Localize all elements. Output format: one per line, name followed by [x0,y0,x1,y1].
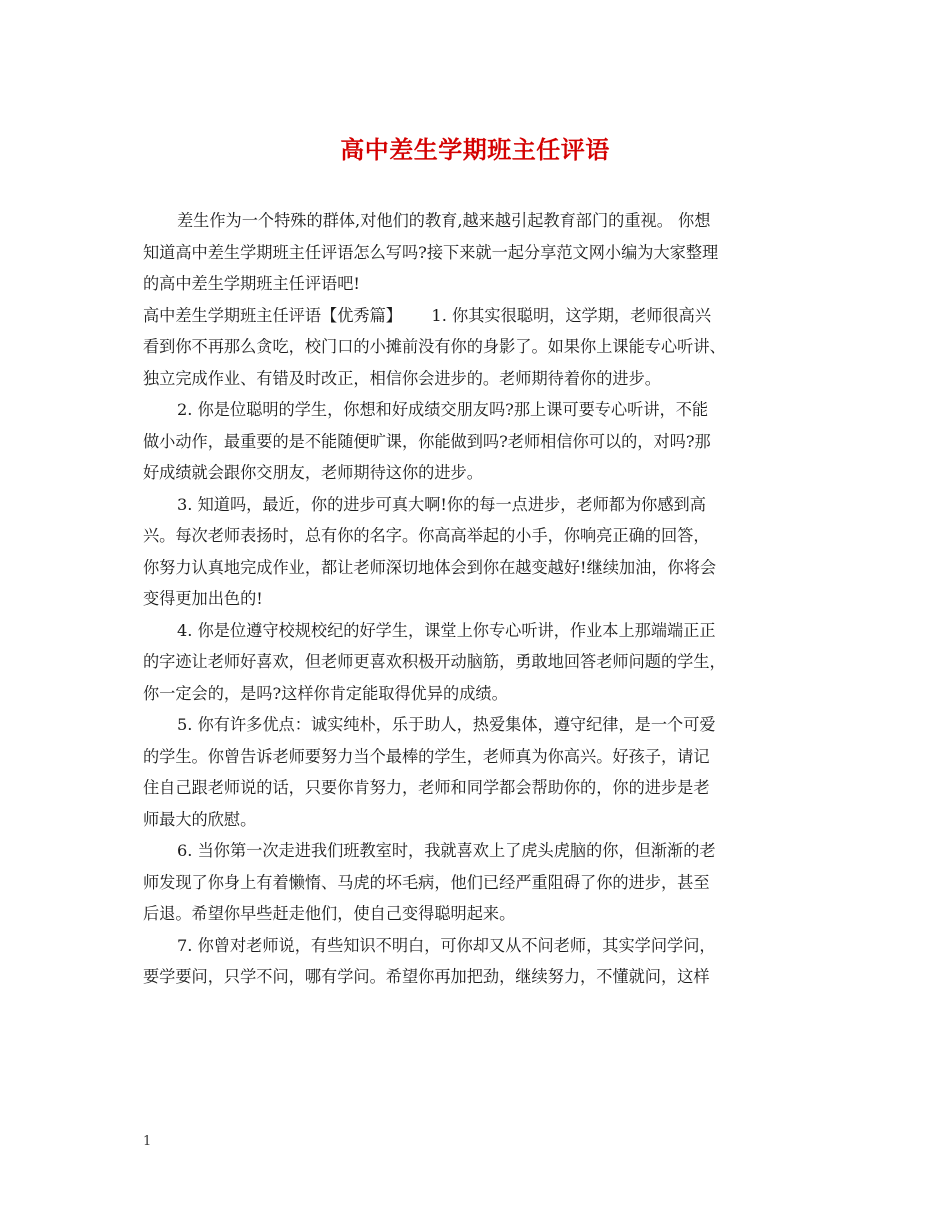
text-line: 4. 你是位遵守校规校纪的好学生，课堂上你专心听讲，作业本上那端端正正 [177,620,716,640]
text-line: 7. 你曾对老师说，有些知识不明白，可你却又从不问老师，其实学问学问， [177,935,716,955]
text-line: 差生作为一个特殊的群体,对他们的教育,越来越引起教育部门的重视。 你想 [177,211,711,230]
text-line: 师最大的欣慰。 [143,809,257,829]
text-line: 你一定会的，是吗?这样你肯定能取得优异的成绩。 [143,683,508,703]
text-line: 师发现了你身上有着懒惰、马虎的坏毛病，他们已经严重阻碍了你的进步，甚至 [143,872,710,892]
text-line: 3. 知道吗，最近，你的进步可真大啊!你的每一点进步，老师都为你感到高 [177,494,706,514]
text-line: 的高中差生学期班主任评语吧! [143,274,360,293]
text-line: 兴。每次老师表扬时，总有你的名字。你高高举起的小手，你响亮正确的回答， [143,526,710,545]
text-line: 的学生。你曾告诉老师要努力当个最棒的学生，老师真为你高兴。好孩子，请记 [143,746,710,766]
text-line: 2. 你是位聪明的学生，你想和好成绩交朋友吗?那上课可要专心听讲，不能 [177,400,709,419]
text-line: 6. 当你第一次走进我们班教室时，我就喜欢上了虎头虎脑的你，但渐渐的老 [177,841,716,860]
text-line: 住自己跟老师说的话，只要你肯努力，老师和同学都会帮助你的，你的进步是老 [143,778,710,797]
text-line: 好成绩就会跟你交朋友，老师期待这你的进步。 [143,463,483,482]
text-line: 知道高中差生学期班主任评语怎么写吗?接下来就一起分享范文网小编为大家整理 [143,242,719,262]
text-line: 你努力认真地完成作业，都让老师深切地体会到你在越变越好!继续加油，你将会 [143,557,717,577]
text-line: 的字迹让老师好喜欢，但老师更喜欢积极开动脑筋，勇敢地回答老师问题的学生， [143,652,726,671]
text-line: 独立完成作业、有错及时改正，相信你会进步的。老师期待着你的进步。 [143,368,661,388]
document-body [143,205,823,993]
text-line: 看到你不再那么贪吃，校门口的小摊前没有你的身影了。如果你上课能专心听讲、 [143,337,726,356]
text-line: 高中差生学期班主任评语【优秀篇】 1. 你其实很聪明，这学期，老师很高兴 [143,305,712,325]
text-line: 做小动作，最重要的是不能随便旷课，你能做到吗?老师相信你可以的，对吗?那 [143,431,711,451]
text-line: 要学要问，只学不问，哪有学问。希望你再加把劲，继续努力，不懂就问，这样 [143,967,710,986]
text-line: 后退。希望你早些赶走他们，使自己变得聪明起来。 [143,904,516,923]
text-line: 变得更加出色的! [143,589,263,608]
page-number: 1 [143,1134,152,1149]
text-line: 5. 你有许多优点：诚实纯朴，乐于助人，热爱集体，遵守纪律，是一个可爱 [177,715,716,734]
document-title: 高中差生学期班主任评语 [340,135,610,164]
